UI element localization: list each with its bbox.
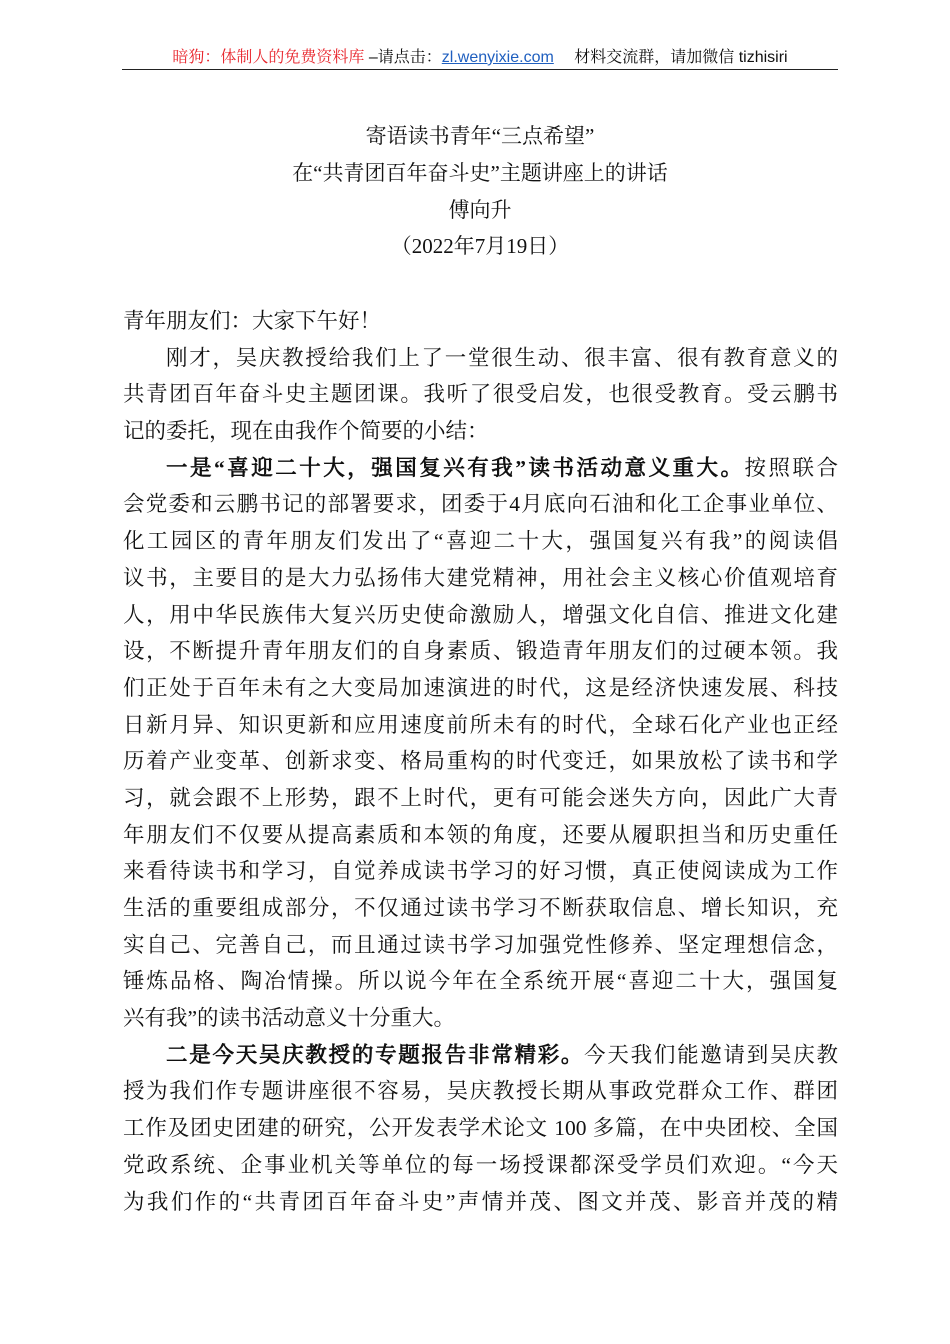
banner-link[interactable]: zl.wenyixie.com bbox=[441, 49, 554, 66]
header-divider bbox=[122, 69, 838, 70]
text-line bbox=[123, 486, 838, 523]
doc-date: （2022年7月19日） bbox=[390, 234, 570, 258]
line-text: 刚才，吴庆教授给我们上了一堂很生动、很丰富、很有教育意义的 bbox=[166, 345, 838, 370]
doc-subtitle: 在“共青团百年奋斗史”主题讲座上的讲话 bbox=[292, 161, 668, 185]
bold-lead: 二是今天吴庆教授的专题报告非常精彩。 bbox=[166, 1042, 585, 1067]
text-line bbox=[123, 560, 838, 597]
line-text: 日新月异、知识更新和应用速度前所未有的时代，全球石化产业也正经 bbox=[123, 712, 838, 737]
line-text: 按照联合 bbox=[744, 455, 838, 480]
text-line bbox=[123, 450, 838, 487]
line-text: 青年朋友们：大家下午好！ bbox=[123, 309, 382, 333]
text-line bbox=[123, 707, 838, 744]
text-line bbox=[123, 413, 838, 450]
line-text: 会党委和云鹏书记的部署要求，团委于4月底向石油和化工企事业单位、 bbox=[123, 492, 838, 517]
bold-lead: 一是“喜迎二十大，强国复兴有我”读书活动意义重大。 bbox=[166, 455, 745, 480]
text-line bbox=[123, 963, 838, 1000]
line-text: 为我们作的“共青团百年奋斗史”声情并茂、图文并茂、影音并茂的精 bbox=[123, 1189, 838, 1214]
line-text: 们正处于百年未有之大变局加速演进的时代，这是经济快速发展、科技 bbox=[123, 675, 838, 700]
line-text: 习，就会跟不上形势，跟不上时代，更有可能会迷失方向，因此广大青 bbox=[123, 785, 838, 810]
paragraph bbox=[123, 450, 838, 1037]
line-text: 党政系统、企事业机关等单位的每一场授课都深受学员们欢迎。“今天 bbox=[123, 1152, 838, 1177]
text-line bbox=[123, 340, 838, 377]
text-line bbox=[123, 1147, 838, 1184]
text-line bbox=[123, 743, 838, 780]
line-text: 记的委托，现在由我作个简要的小结： bbox=[123, 419, 489, 444]
text-line bbox=[123, 817, 838, 854]
doc-title: 寄语读书青年“三点希望” bbox=[365, 124, 595, 148]
line-text: 来看待读书和学习，自觉养成读书学习的好习惯，真正使阅读成为工作 bbox=[123, 859, 838, 884]
line-text: 锤炼品格、陶冶情操。所以说今年在全系统开展“喜迎二十大，强国复 bbox=[123, 969, 838, 994]
paragraph bbox=[123, 303, 838, 340]
line-text: 实自己、完善自己，而且通过读书学习加强党性修养、坚定理想信念， bbox=[123, 932, 838, 957]
text-line bbox=[123, 376, 838, 413]
text-line bbox=[123, 1073, 838, 1110]
text-line bbox=[123, 523, 838, 560]
line-text: 历着产业变革、创新求变、格局重构的时代变迁，如果放松了读书和学 bbox=[123, 749, 838, 774]
text-line bbox=[123, 1037, 838, 1074]
site-banner bbox=[122, 46, 838, 70]
line-text: 今天我们能邀请到吴庆教 bbox=[584, 1042, 838, 1067]
doc-author: 傅向升 bbox=[448, 198, 512, 222]
line-text: 共青团百年奋斗史主题团课。我听了很受启发，也很受教育。受云鹏书 bbox=[123, 382, 838, 407]
line-text: 议书，主要目的是大力弘扬伟大建党精神，用社会主义核心价值观培育 bbox=[123, 565, 838, 590]
line-text: 授为我们作专题讲座很不容易，吴庆教授长期从事政党群众工作、群团 bbox=[123, 1079, 838, 1104]
text-line bbox=[123, 303, 838, 340]
text-line bbox=[123, 1000, 838, 1037]
text-line bbox=[123, 633, 838, 670]
banner-brand: 暗狗：体制人的免费资料库 bbox=[172, 49, 365, 66]
text-line bbox=[123, 890, 838, 927]
banner-contact: 材料交流群，请加微信 tizhisiri bbox=[553, 49, 788, 66]
text-line bbox=[123, 780, 838, 817]
line-text: 工作及团史团建的研究，公开发表学术论文 100 多篇，在中央团校、全国 bbox=[123, 1116, 838, 1141]
text-line bbox=[123, 927, 838, 964]
text-line bbox=[123, 1184, 838, 1221]
line-text: 人，用中华民族伟大复兴历史使命激励人，增强文化自信、推进文化建 bbox=[123, 602, 838, 627]
banner-prompt: –请点击： bbox=[364, 49, 442, 66]
paragraph bbox=[123, 340, 838, 450]
paragraph bbox=[123, 1037, 838, 1220]
doc-body bbox=[123, 303, 838, 1220]
text-line bbox=[123, 853, 838, 890]
text-line bbox=[123, 1110, 838, 1147]
line-text: 设，不断提升青年朋友们的自身素质、锻造青年朋友们的过硬本领。我 bbox=[123, 639, 838, 664]
text-line bbox=[123, 670, 838, 707]
line-text: 化工园区的青年朋友们发出了“喜迎二十大，强国复兴有我”的阅读倡 bbox=[123, 529, 838, 554]
text-line bbox=[123, 597, 838, 634]
line-text: 年朋友们不仅要从提高素质和本领的角度，还要从履职担当和历史重任 bbox=[123, 822, 838, 847]
line-text: 兴有我”的读书活动意义十分重大。 bbox=[123, 1006, 456, 1031]
line-text: 生活的重要组成部分，不仅通过读书学习不断获取信息、增长知识，充 bbox=[123, 896, 838, 920]
